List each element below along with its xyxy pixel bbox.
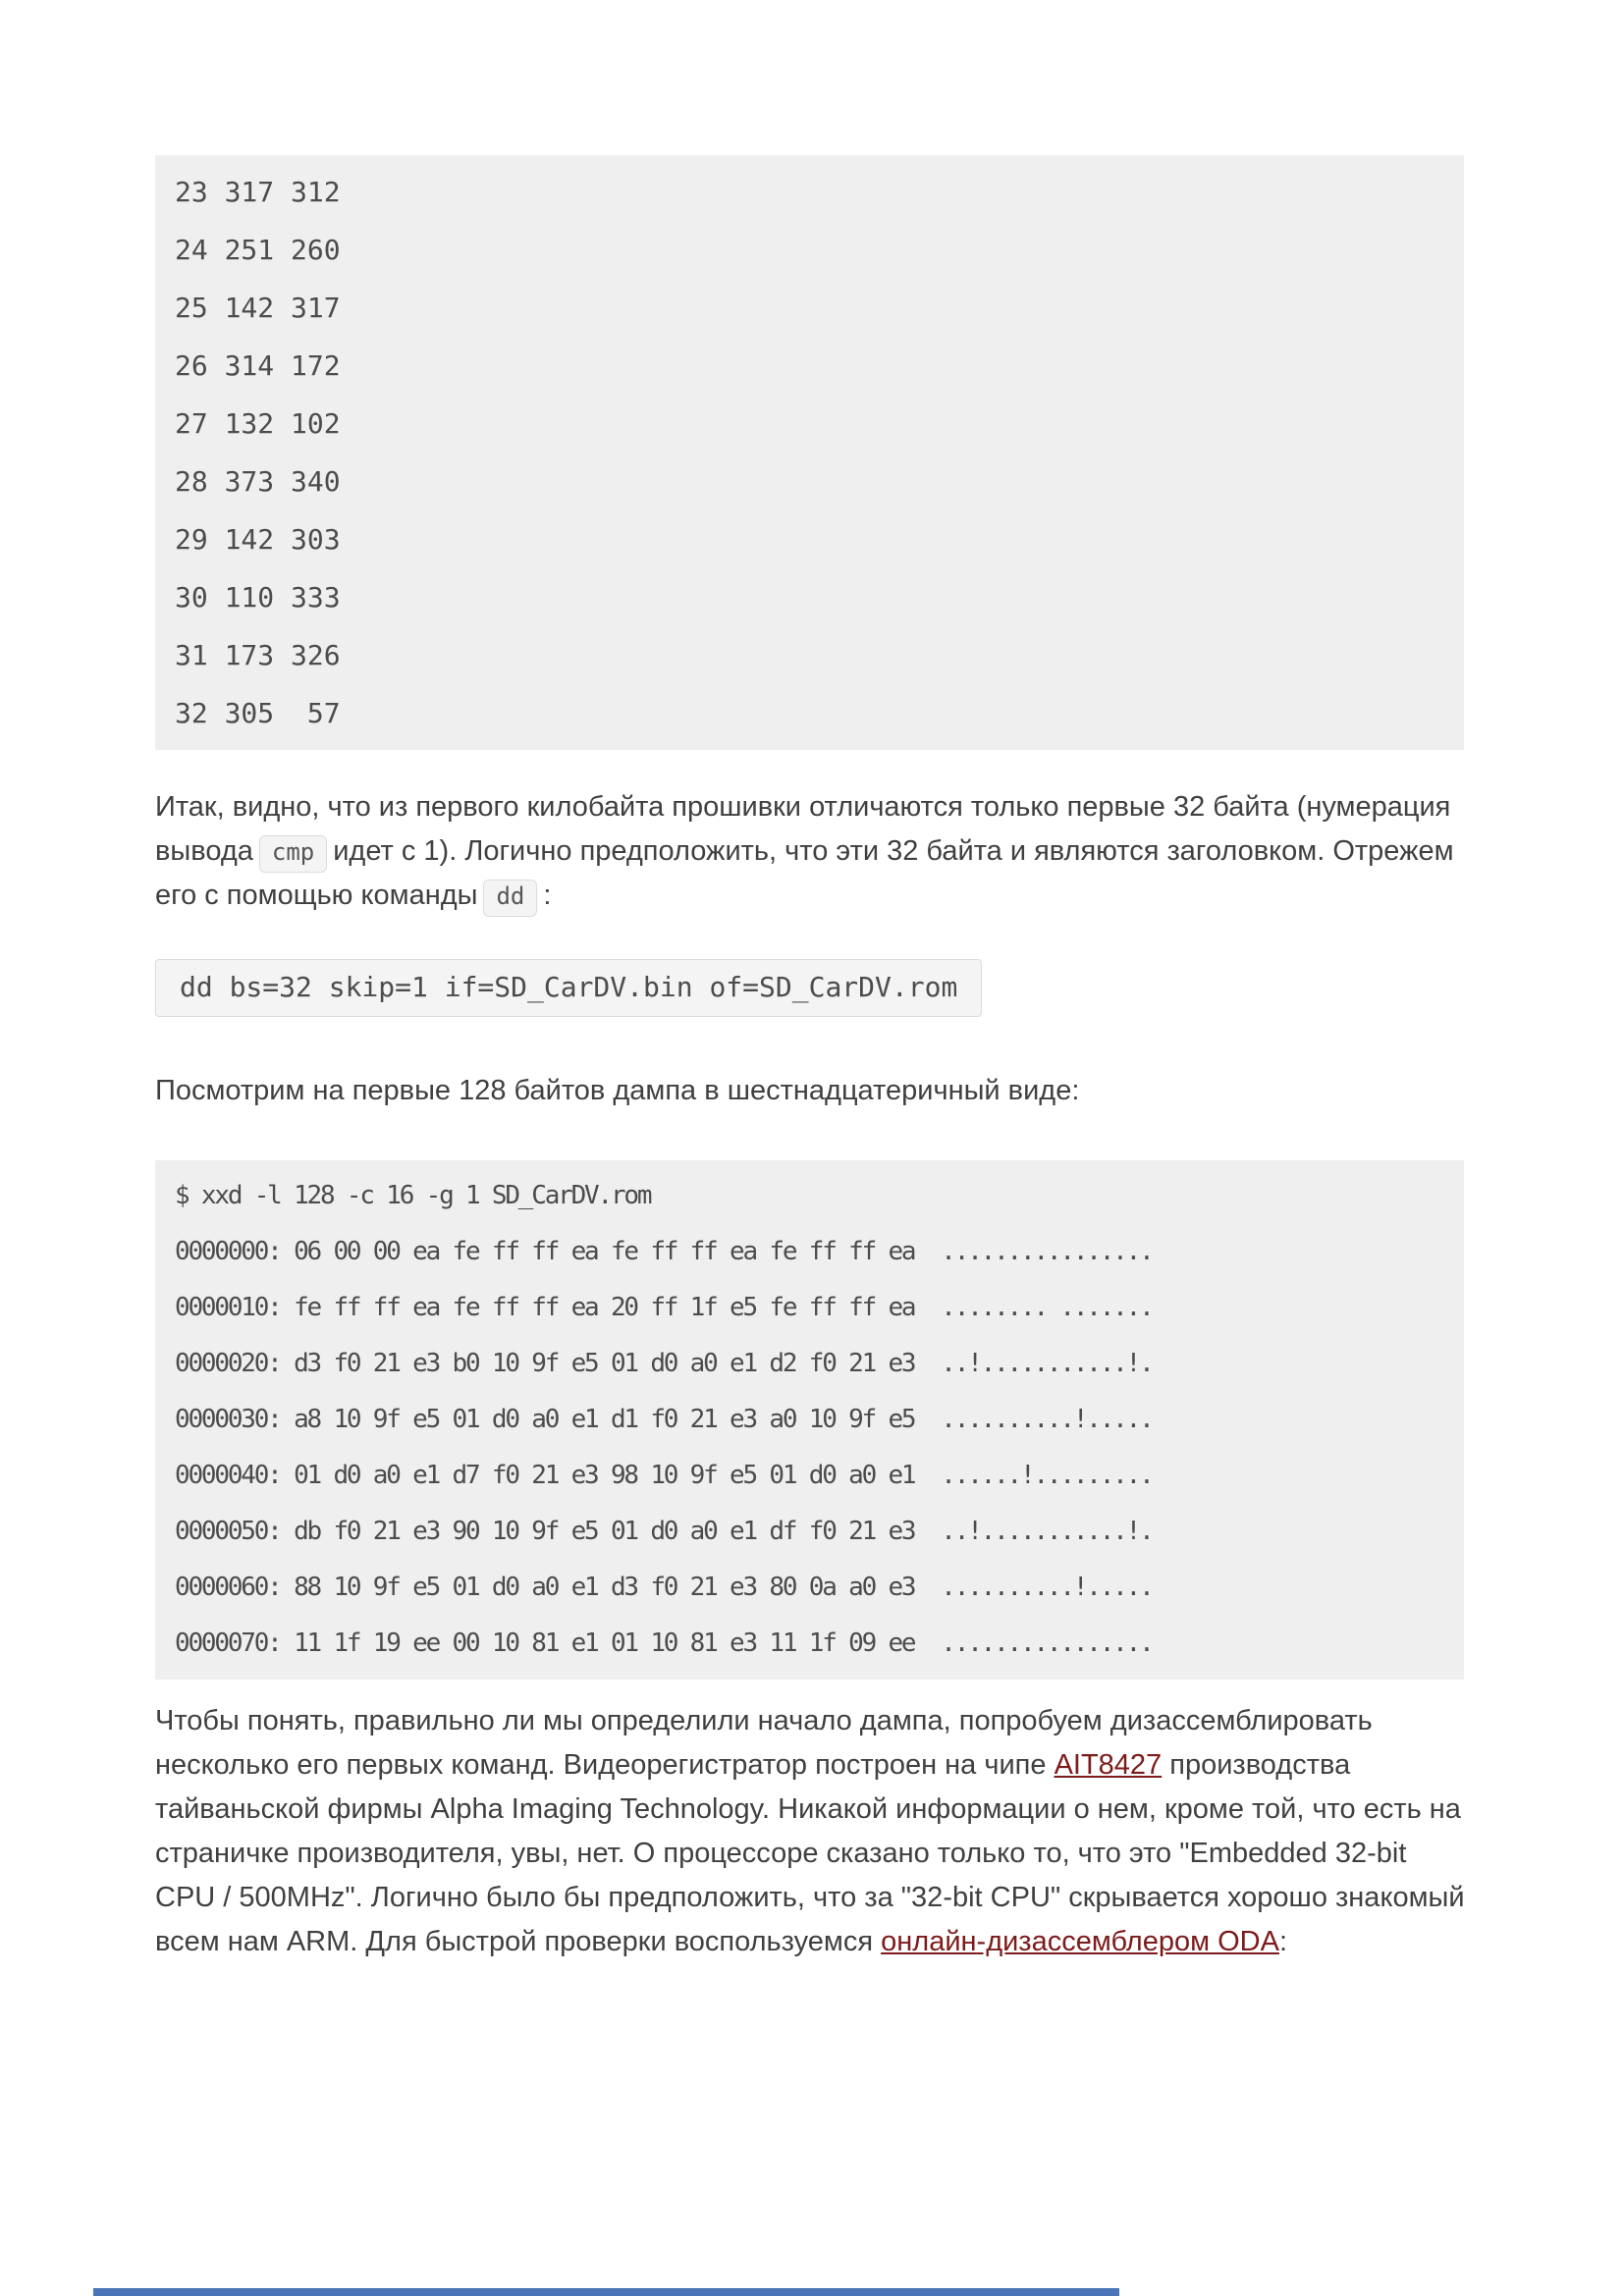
code-line: 27 132 102 bbox=[175, 407, 341, 440]
dd-command-code-block: dd bs=32 skip=1 if=SD_CarDV.bin of=SD_CarDV.rom bbox=[155, 959, 982, 1017]
article-content bbox=[155, 155, 1471, 1964]
code-line: 0000050: db f0 21 e3 90 10 9f e5 01 d0 a0 e1 df f0 21 e3 ..!...........!. bbox=[175, 1517, 1153, 1546]
paragraph-header-explanation bbox=[155, 785, 1471, 918]
article-link[interactable]: AIT8427 bbox=[1054, 1749, 1163, 1781]
code-line: 0000060: 88 10 9f e5 01 d0 a0 e1 d3 f0 21 e3 80 0a a0 e3 ..........!..... bbox=[175, 1573, 1153, 1602]
code-line: 28 373 340 bbox=[175, 465, 341, 498]
code-line: $ xxd -l 128 -c 16 -g 1 SD_CarDV.rom bbox=[175, 1181, 651, 1210]
code-line: 30 110 333 bbox=[175, 581, 341, 614]
code-line: 23 317 312 bbox=[175, 176, 341, 208]
code-line: 24 251 260 bbox=[175, 234, 341, 266]
inline-code-chip: dd bbox=[483, 880, 537, 917]
code-line: 0000020: d3 f0 21 e3 b0 10 9f e5 01 d0 a0 e1 d2 f0 21 e3 ..!...........!. bbox=[175, 1349, 1153, 1378]
dd-command-wrapper bbox=[155, 959, 1471, 1017]
hex-dump-code-block bbox=[155, 1160, 1464, 1680]
code-line: 25 142 317 bbox=[175, 292, 341, 324]
paragraph-text: Итак, видно, что из первого килобайта прошивки отличаются только первые 32 байта (нумерация вывода bbox=[155, 791, 1451, 867]
code-line: 0000000: 06 00 00 ea fe ff ff ea fe ff ff ea fe ff ff ea ................ bbox=[175, 1237, 1153, 1266]
paragraph-hex-intro: Посмотрим на первые 128 байтов дампа в шестнадцатеричный виде: bbox=[155, 1075, 1080, 1106]
code-line: 26 314 172 bbox=[175, 349, 341, 382]
code-line: 31 173 326 bbox=[175, 639, 341, 671]
paragraph-text: Чтобы понять, правильно ли мы определили начало дампа, попробуем дизассемблировать несколько его первых команд. Видеорегистратор построен на чипе bbox=[155, 1705, 1373, 1781]
next-image-top-edge bbox=[93, 2288, 1119, 2296]
paragraph-text: производства тайваньской фирмы Alpha Imaging Technology. Никакой информации о нем, кроме той, что есть на страничке производителя, увы, нет. О процессоре сказано только то, что это "Embedded 32-bit CPU / 500MHz". Логично было бы предположить, что за "32-bit CPU" скрывается хорошо знакомый всем нам ARM. Для быстрой проверки воспользуемся bbox=[155, 1749, 1465, 1957]
code-line: 29 142 303 bbox=[175, 523, 341, 556]
article-link[interactable]: онлайн-дизассемблером ODA bbox=[881, 1926, 1279, 1957]
code-line: 0000010: fe ff ff ea fe ff ff ea 20 ff 1f e5 fe ff ff ea ........ ....... bbox=[175, 1293, 1153, 1322]
paragraph-text: идет с 1). Логично предположить, что эти 32 байта и являются заголовком. Отрежем его с помощью команды bbox=[155, 835, 1454, 911]
code-line: 0000040: 01 d0 a0 e1 d7 f0 21 e3 98 10 9f e5 01 d0 a0 e1 ......!......... bbox=[175, 1461, 1153, 1490]
paragraph-text: : bbox=[1278, 1926, 1287, 1957]
code-line: 0000030: a8 10 9f e5 01 d0 a0 e1 d1 f0 21 e3 a0 10 9f e5 ..........!..... bbox=[175, 1405, 1153, 1434]
code-line: 32 305 57 bbox=[175, 697, 341, 729]
paragraph-text: : bbox=[543, 880, 552, 911]
paragraph-disassembly bbox=[155, 1699, 1471, 1964]
cmp-output-code-block bbox=[155, 155, 1464, 750]
code-line: 0000070: 11 1f 19 ee 00 10 81 e1 01 10 81 e3 11 1f 09 ee ................ bbox=[175, 1629, 1153, 1658]
inline-code-chip: cmp bbox=[259, 835, 327, 873]
